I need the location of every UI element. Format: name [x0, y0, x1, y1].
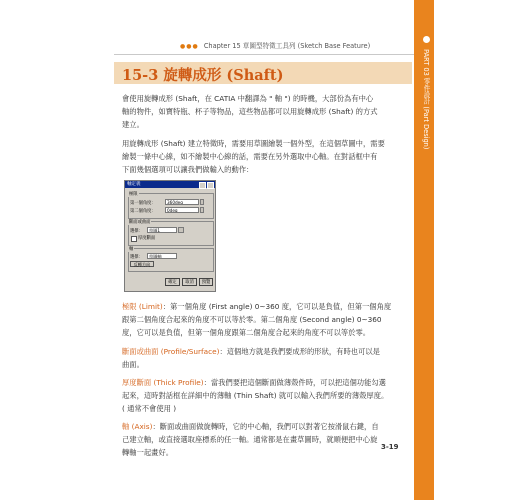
- profile-group-label: 斷面或曲面: [129, 220, 151, 225]
- second-angle-input[interactable]: 0deg: [165, 207, 199, 213]
- profile-selection-field[interactable]: 草圖1: [147, 227, 177, 233]
- axis-line3: 轉軸一起畫好。: [122, 448, 174, 457]
- dialog-titlebar: [125, 181, 215, 188]
- limit-term: 極限 (Limit): [122, 302, 163, 311]
- definition-profile: [122, 345, 410, 371]
- axis-selection-label: 選擇：: [130, 255, 143, 260]
- close-icon[interactable]: [207, 182, 214, 189]
- p1-line3: 建立。: [122, 120, 144, 129]
- page-number: 3-19: [381, 443, 399, 451]
- limits-group-label: 極限: [129, 192, 138, 197]
- definition-limit: [122, 300, 410, 339]
- dialog-title: 軸定義: [127, 182, 141, 187]
- limit-line1: ：第一個角度 (First angle) 0~360 度，它可以是負值，但第一個角度: [162, 302, 392, 311]
- p2-line3: 下面幾個選項可以讓我們做輸入的動作：: [122, 165, 254, 174]
- paragraph-2: [122, 137, 410, 176]
- p2-line1: 用旋轉成形 (Shaft) 建立特徵時，需要用草圖繪製一個外型，在這個草圖中，需要: [122, 139, 385, 148]
- thick-profile-checkbox[interactable]: [131, 236, 137, 242]
- help-icon[interactable]: [199, 182, 206, 189]
- section-title: 15-3 旋轉成形 (Shaft): [122, 67, 284, 84]
- axis-line2: 己建立軸，或直接選取座標系的任一軸。通常都是在畫草圖時，就順便把中心旋: [122, 435, 378, 444]
- axis-group-label: 軸: [129, 247, 134, 252]
- header-dots: ●●●: [180, 43, 199, 50]
- preview-button[interactable]: 預覽: [199, 278, 213, 286]
- definition-thick-profile: [122, 376, 410, 415]
- axis-group: [128, 248, 214, 272]
- p1-line2: 軸的物件，如寶特瓶、杯子等物品，這些物品都可以用旋轉成形 (Shaft) 的方式: [122, 107, 378, 116]
- first-angle-spinner[interactable]: [200, 199, 204, 205]
- second-angle-spinner[interactable]: [200, 207, 204, 213]
- reverse-direction-button[interactable]: 反轉方向: [130, 261, 154, 267]
- second-angle-label: 第二個角度：: [130, 209, 156, 214]
- thick-term: 厚度斷面 (Thick Profile): [122, 378, 204, 387]
- thick-line2: 起來，這時對話框在詳細中的薄軸 (Thin Shaft) 就可以輸入我們所要的薄殼厚度。: [122, 391, 389, 400]
- axis-selection-field[interactable]: 草圖軸: [147, 253, 177, 259]
- limit-line3: 度，它可以是負值，但第一個角度跟第二個角度合起來的角度不可以等於零。: [122, 328, 371, 337]
- definition-axis: [122, 420, 410, 459]
- first-angle-label: 第一個角度：: [130, 201, 156, 206]
- profile-line1: ：這個地方就是我們要成形的形狀，有時也可以是: [219, 347, 380, 356]
- running-header: [180, 40, 412, 52]
- p2-line2: 繪製一條中心線，如不繪製中心線的話，需要在另外選取中心軸。在對話框中有: [122, 152, 378, 161]
- dialog-window-buttons: [198, 182, 214, 189]
- limits-group: [128, 193, 214, 219]
- ok-button[interactable]: 確定: [165, 278, 180, 286]
- p1-line1: 會使用旋轉成形 (Shaft，在 CATIA 中翻譯為 " 軸 ") 的時機，大部份為有中心: [122, 94, 374, 103]
- thick-line1: ：當我們要把這個斷面做薄殼件時，可以把這個功能勾選: [203, 378, 386, 387]
- shaft-definition-dialog: [124, 180, 216, 292]
- thick-profile-label: 厚度斷面: [138, 236, 156, 241]
- cancel-button[interactable]: 取消: [182, 278, 197, 286]
- part-tab-label: [417, 36, 431, 216]
- thick-line3: ( 通常不會使用 ): [122, 404, 177, 413]
- bullet-circle-icon: [423, 36, 430, 43]
- limit-line2: 跟第二個角度合起來的角度不可以等於零。第二個角度 (Second angle) 0~360: [122, 315, 382, 324]
- sketcher-icon[interactable]: [178, 227, 184, 233]
- chapter-title: Chapter 15 草圖型特徵工具列 (Sketch Base Feature): [203, 42, 371, 50]
- header-divider: [114, 54, 414, 55]
- part-tab-text: PART 03 零件設計 (Part Design): [422, 49, 430, 150]
- axis-line1: ：斷面或曲面做旋轉時，它的中心軸，我們可以對著它按滑鼠右鍵，自: [152, 422, 379, 431]
- paragraph-1: [122, 92, 410, 131]
- profile-term: 斷面或曲面 (Profile/Surface): [122, 347, 220, 356]
- profile-selection-label: 選擇：: [130, 229, 143, 234]
- axis-term: 軸 (Axis): [122, 422, 153, 431]
- profile-line2: 曲面。: [122, 360, 144, 369]
- first-angle-input[interactable]: 360deg: [165, 199, 199, 205]
